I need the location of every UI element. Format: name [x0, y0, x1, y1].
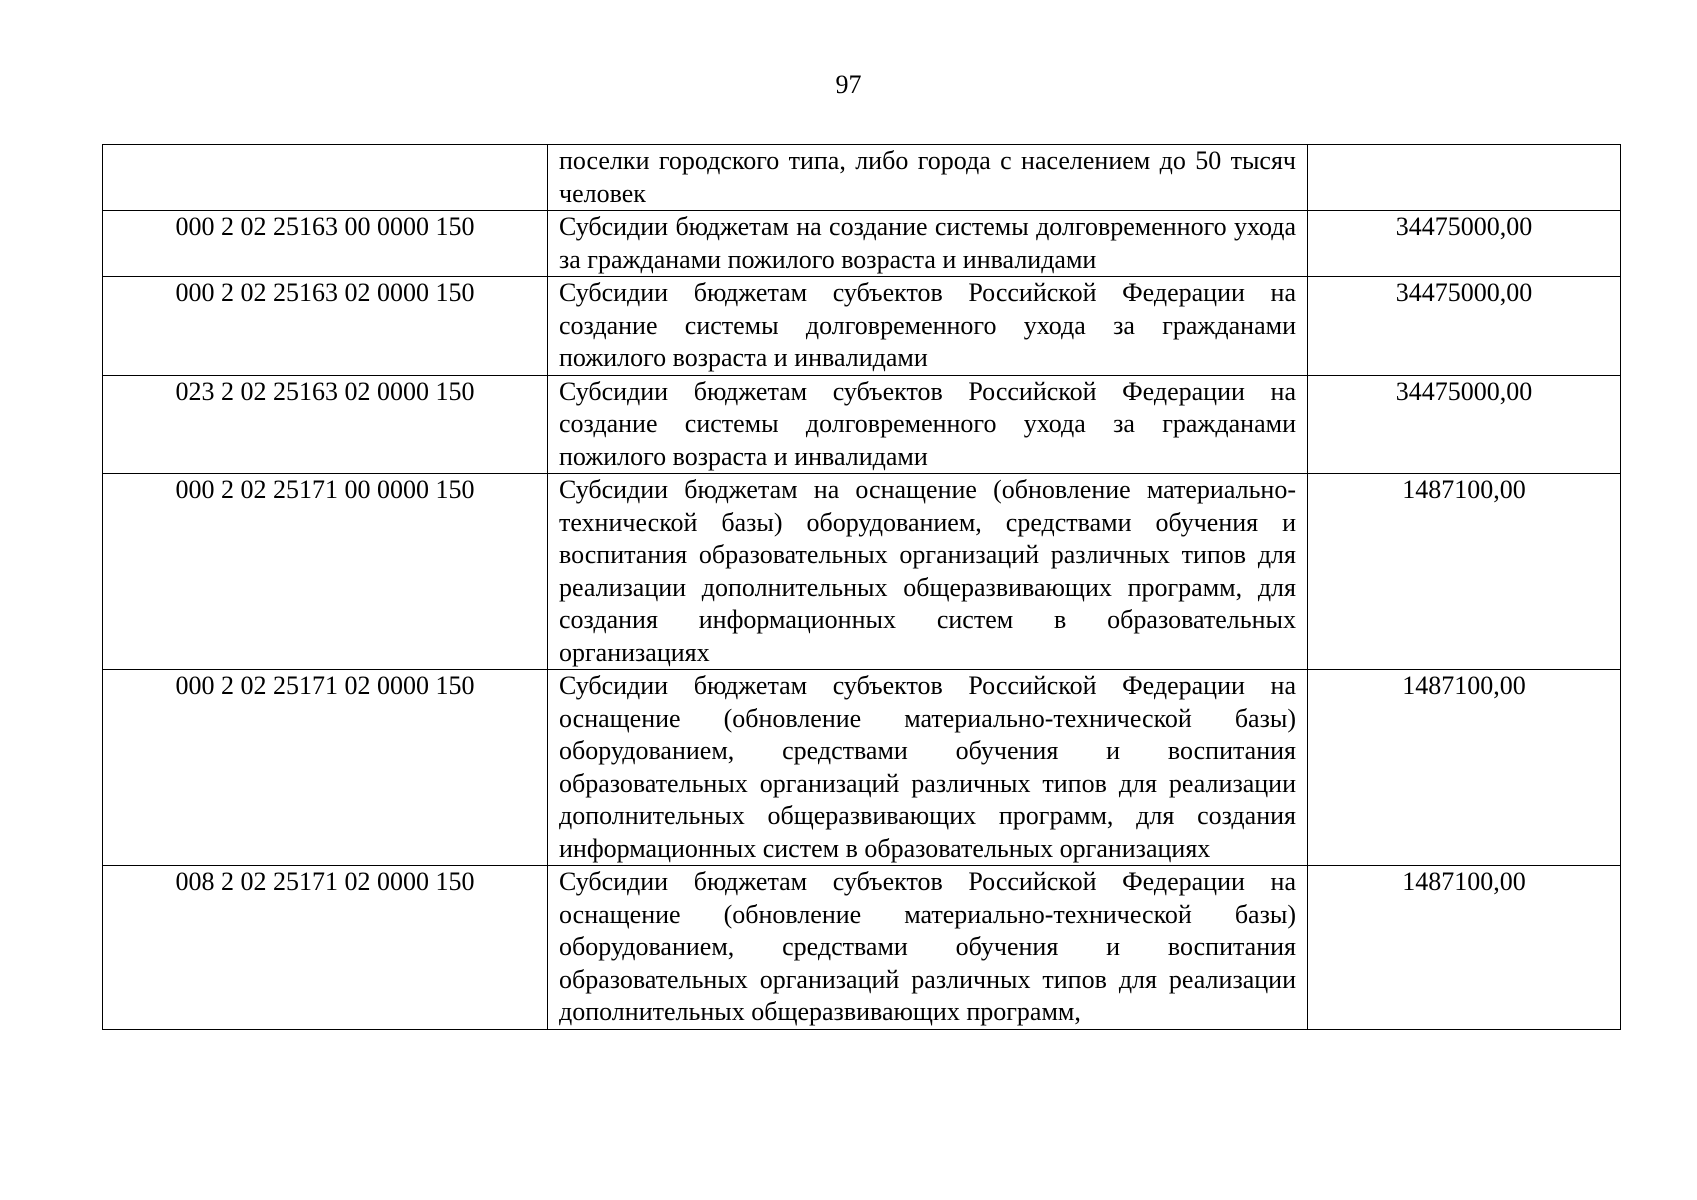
table-row [103, 670, 1621, 866]
table-row [103, 145, 1621, 211]
amount-cell: 34475000,00 [1308, 375, 1621, 474]
budget-code-cell: 008 2 02 25171 02 0000 150 [103, 866, 548, 1030]
table-row [103, 277, 1621, 376]
budget-code-cell: 000 2 02 25171 02 0000 150 [103, 670, 548, 866]
budget-code-cell: 000 2 02 25171 00 0000 150 [103, 474, 548, 670]
revenue-name-cell: Субсидии бюджетам на создание системы долговременного ухода за гражданами пожилого возраста и инвалидами [548, 211, 1308, 277]
amount-cell: 1487100,00 [1308, 670, 1621, 866]
page-number: 97 [835, 70, 862, 99]
amount-cell: 34475000,00 [1308, 211, 1621, 277]
amount-cell: 1487100,00 [1308, 474, 1621, 670]
revenue-name-cell: поселки городского типа, либо города с населением до 50 тысяч человек [548, 145, 1308, 211]
revenue-name-cell: Субсидии бюджетам субъектов Российской Федерации на создание системы долговременного ухода за гражданами пожилого возраста и инвалидами [548, 375, 1308, 474]
budget-code-cell: 023 2 02 25163 02 0000 150 [103, 375, 548, 474]
budget-code-cell: 000 2 02 25163 00 0000 150 [103, 211, 548, 277]
budget-revenue-table [102, 144, 1621, 1030]
amount-cell: 34475000,00 [1308, 277, 1621, 376]
revenue-name-cell: Субсидии бюджетам субъектов Российской Федерации на оснащение (обновление материально-технической базы) оборудованием, средствами обучения и воспитания образовательных организаций различных типов для реализации дополнительных общеразвивающих программ, [548, 866, 1308, 1030]
table-row [103, 211, 1621, 277]
amount-cell [1308, 145, 1621, 211]
table-row [103, 474, 1621, 670]
table-row [103, 375, 1621, 474]
amount-cell: 1487100,00 [1308, 866, 1621, 1030]
revenue-name-cell: Субсидии бюджетам на оснащение (обновление материально-технической базы) оборудованием, средствами обучения и воспитания образовательных организаций различных типов для реализации дополнительных общеразвивающих программ, для создания информационных систем в образовательных организациях [548, 474, 1308, 670]
revenue-name-cell: Субсидии бюджетам субъектов Российской Федерации на оснащение (обновление материально-технической базы) оборудованием, средствами обучения и воспитания образовательных организаций различных типов для реализации дополнительных общеразвивающих программ, для создания информационных систем в образовательных организациях [548, 670, 1308, 866]
table-row [103, 866, 1621, 1030]
revenue-name-cell: Субсидии бюджетам субъектов Российской Федерации на создание системы долговременного ухода за гражданами пожилого возраста и инвалидами [548, 277, 1308, 376]
budget-code-cell: 000 2 02 25163 02 0000 150 [103, 277, 548, 376]
budget-code-cell [103, 145, 548, 211]
